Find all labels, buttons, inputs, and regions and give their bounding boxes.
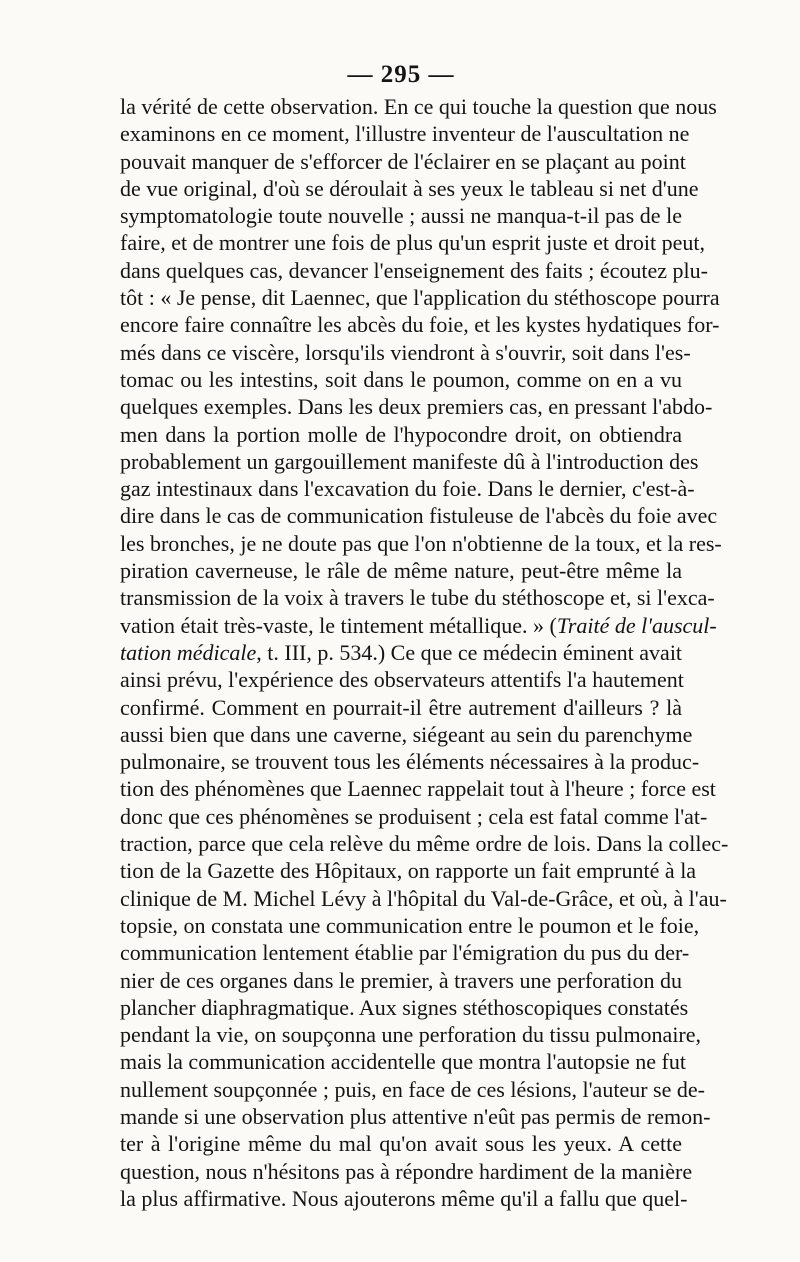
text-line: piration caverneuse, le râle de même nature, peut-être même la <box>120 558 682 584</box>
text-line: faire, et de montrer une fois de plus qu'un esprit juste et droit peut, <box>120 230 705 256</box>
text-line: nullement soupçonnée ; puis, en face de ces lésions, l'auteur se de- <box>120 1076 705 1102</box>
text-line: gaz intestinaux dans l'excavation du foie. Dans le dernier, c'est-à- <box>120 476 695 502</box>
text-line: tion des phénomènes que Laennec rappelait tout à l'heure ; force est <box>120 776 716 802</box>
text-line: communication lentement établie par l'émigration du pus du der- <box>120 940 690 966</box>
text-line: pouvait manquer de s'efforcer de l'éclairer en se plaçant au point <box>120 148 686 174</box>
text-line: quelques exemples. Dans les deux premiers cas, en pressant l'abdo- <box>120 394 713 420</box>
text-line: mais la communication accidentelle que montra l'autopsie ne fut <box>120 1049 686 1075</box>
body-text <box>120 93 729 1212</box>
text-line: més dans ce viscère, lorsqu'ils viendront à s'ouvrir, soit dans l'es- <box>120 339 691 365</box>
text-line: donc que ces phénomènes se produisent ; cela est fatal comme l'at- <box>120 803 708 829</box>
text-line: la plus affirmative. Nous ajouterons même qu'il a fallu que quel- <box>120 1185 688 1211</box>
text-line: nier de ces organes dans le premier, à travers une perforation du <box>120 967 682 993</box>
text-line: traction, parce que cela relève du même ordre de lois. Dans la collec- <box>120 831 729 857</box>
text-line: vation était très-vaste, le tintement métallique. » (Traité de l'auscul- <box>120 612 717 638</box>
text-line: dire dans le cas de communication fistuleuse de l'abcès du foie avec <box>120 503 718 529</box>
text-line: de vue original, d'où se déroulait à ses yeux le tableau si net d'une <box>120 175 699 201</box>
page-number: — 295 — <box>347 61 455 88</box>
text-line: pulmonaire, se trouvent tous les éléments nécessaires à la produc- <box>120 749 700 775</box>
text-line: tation médicale, t. III, p. 534.) Ce que ce médecin éminent avait <box>120 639 683 665</box>
text-line: plancher diaphragmatique. Aux signes stéthoscopiques constatés <box>120 994 689 1020</box>
text-line: examinons en ce moment, l'illustre inventeur de l'auscultation ne <box>120 121 690 147</box>
text-line: tomac ou les intestins, soit dans le poumon, comme on en a vu <box>120 366 682 392</box>
text-line: confirmé. Comment en pourrait-il être autrement d'ailleurs ? là <box>120 694 682 720</box>
text-line: clinique de M. Michel Lévy à l'hôpital du Val-de-Grâce, et où, à l'au- <box>120 885 727 911</box>
text-line: topsie, on constata une communication entre le poumon et le foie, <box>120 912 700 938</box>
text-line: symptomatologie toute nouvelle ; aussi ne manqua-t-il pas de le <box>120 203 682 229</box>
text-line: aussi bien que dans une caverne, siégeant au sein du parenchyme <box>120 721 693 747</box>
text-line: les bronches, je ne doute pas que l'on n'obtienne de la toux, et la res- <box>120 530 722 556</box>
text-line: encore faire connaître les abcès du foie, et les kystes hydatiques for- <box>120 312 720 338</box>
text-line: men dans la portion molle de l'hypocondre droit, on obtiendra <box>120 421 682 447</box>
text-line: transmission de la voix à travers le tube du stéthoscope et, si l'exca- <box>120 585 715 611</box>
text-line: ainsi prévu, l'expérience des observateurs attentifs l'a hautement <box>120 667 684 693</box>
text-line: dans quelques cas, devancer l'enseignement des faits ; écoutez plu- <box>120 257 708 283</box>
text-line: pendant la vie, on soupçonna une perforation du tissu pulmonaire, <box>120 1022 702 1048</box>
text-line: question, nous n'hésitons pas à répondre hardiment de la manière <box>120 1158 693 1184</box>
text-line: tion de la Gazette des Hôpitaux, on rapporte un fait emprunté à la <box>120 858 697 884</box>
text-line: la vérité de cette observation. En ce qui touche la question que nous <box>120 94 717 119</box>
text-line: mande si une observation plus attentive n'eût pas permis de remon- <box>120 1103 711 1129</box>
text-line: tôt : « Je pense, dit Laennec, que l'application du stéthoscope pourra <box>120 285 720 311</box>
text-line: probablement un gargouillement manifeste dû à l'introduction des <box>120 448 699 474</box>
text-line: ter à l'origine même du mal qu'on avait sous les yeux. A cette <box>120 1131 682 1157</box>
